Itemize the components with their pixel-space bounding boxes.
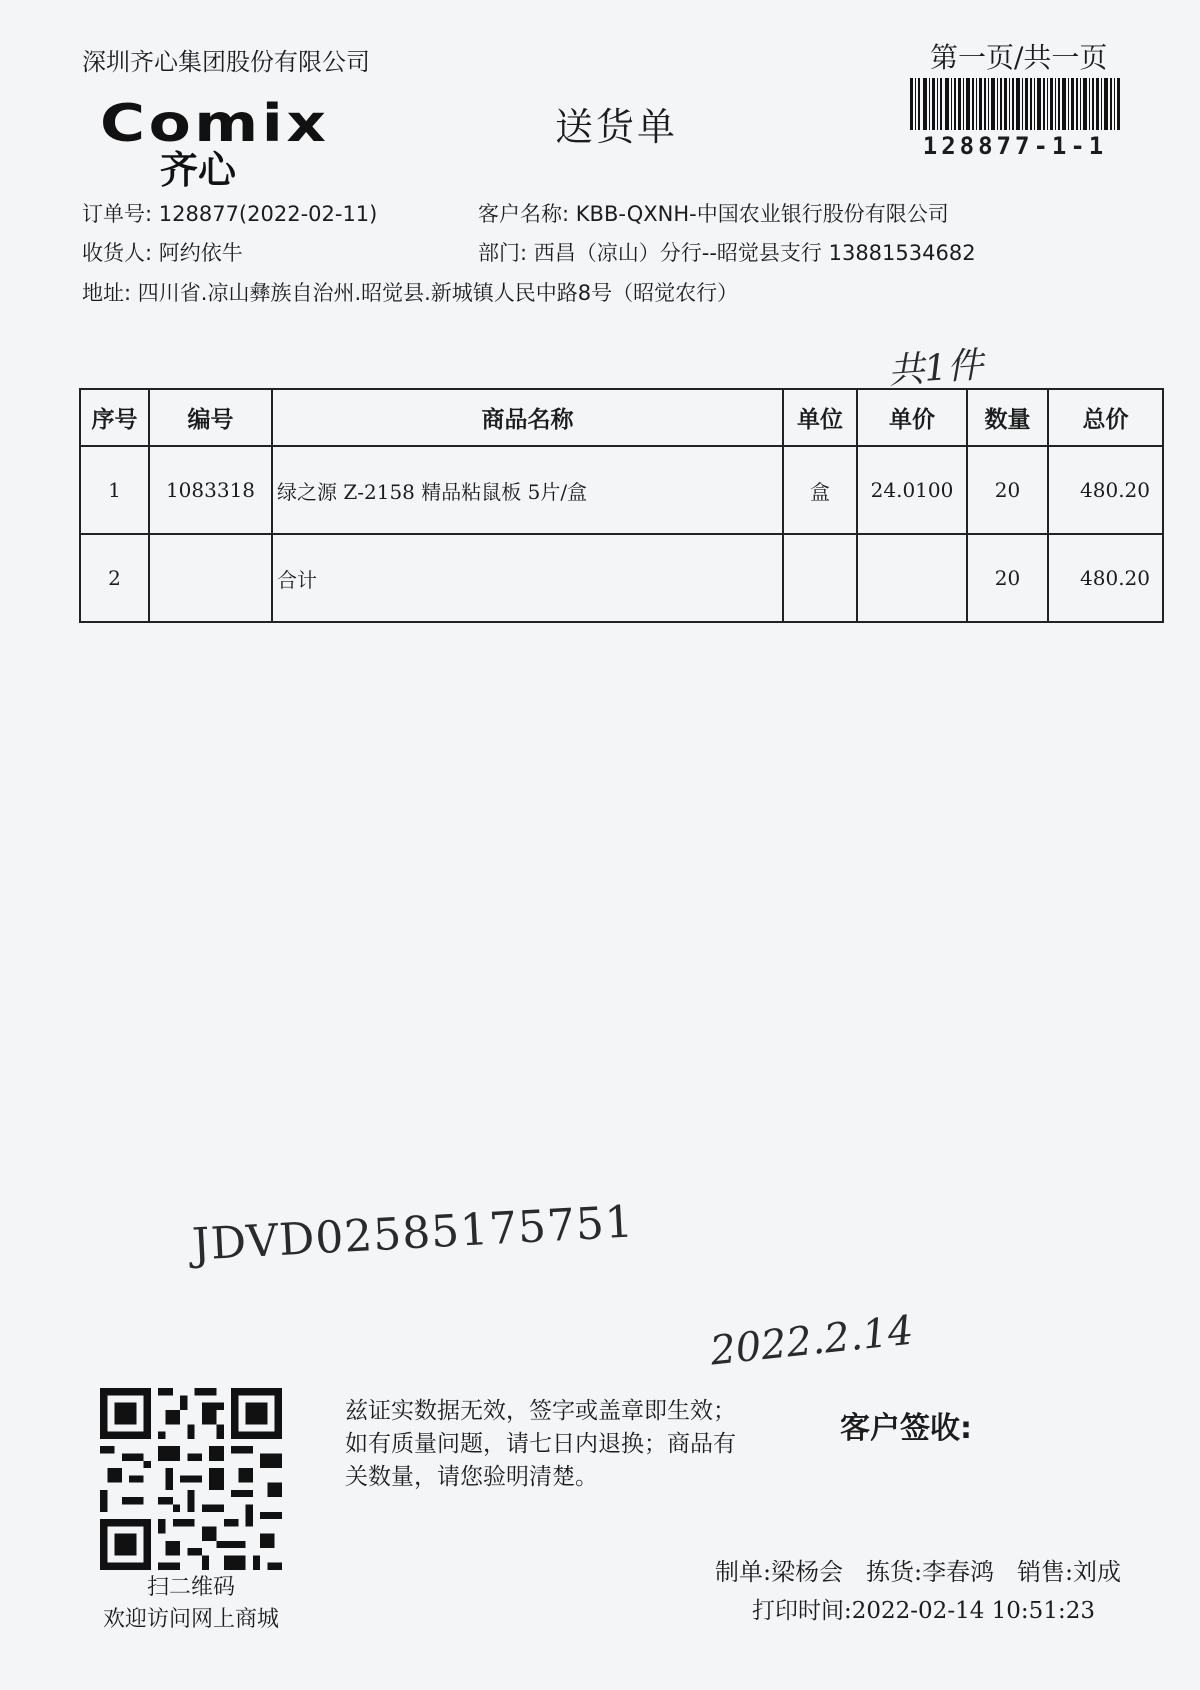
cell-total: 480.20: [1048, 534, 1163, 622]
sales: 销售:刘成: [1016, 1558, 1122, 1586]
cell-quantity: 20: [967, 446, 1048, 534]
cell-unit-price: 24.0100: [857, 446, 967, 534]
cell-code: 1083318: [149, 446, 272, 534]
notice-text: 兹证实数据无效，签字或盖章即生效；如有质量问题，请七日内退换；商品有关数量，请您验明清楚。: [345, 1398, 736, 1490]
header-unit-price: 单价: [857, 389, 967, 446]
table-row: [80, 446, 1163, 534]
cell-unit: [783, 534, 857, 622]
address-value: 四川省.凉山彝族自治州.昭觉县.新城镇人民中路8号（昭觉农行）: [137, 281, 739, 305]
qr-caption-line1: 扫二维码: [146, 1575, 235, 1600]
cell-code: [149, 534, 272, 622]
header-index: 序号: [80, 389, 149, 446]
page-number: 第一页/共一页: [930, 41, 1108, 74]
cell-unit: 盒: [783, 446, 857, 534]
cell-quantity: 20: [967, 534, 1048, 622]
barcode-icon: [910, 78, 1120, 130]
barcode-number: 128877-1-1: [922, 132, 1108, 160]
qr-caption-line2: 欢迎访问网上商城: [102, 1607, 279, 1632]
dept-value: 西昌（凉山）分行--昭觉县支行 13881534682: [533, 241, 976, 265]
cell-index: 1: [80, 446, 149, 534]
table-header-row: [80, 389, 1163, 446]
header-code: 编号: [149, 389, 272, 446]
cell-unit-price: [857, 534, 967, 622]
dept-label: 部门:: [478, 241, 528, 265]
items-table: [79, 388, 1164, 623]
handwritten-date: 2022.2.14: [708, 1307, 916, 1375]
header-quantity: 数量: [967, 389, 1048, 446]
cell-total: 480.20: [1048, 446, 1163, 534]
order-label: 订单号:: [82, 202, 153, 226]
address: [82, 277, 738, 307]
receiver: [82, 237, 243, 267]
customer-label: 客户名称:: [478, 202, 570, 226]
handwritten-tracking: JDVD02585175751: [190, 1196, 636, 1271]
document-title: 送货单: [555, 105, 679, 149]
header-total: 总价: [1048, 389, 1163, 446]
order-value: 128877(2022-02-11): [158, 202, 378, 226]
cell-index: 2: [80, 534, 149, 622]
staff-line: [715, 1552, 1121, 1587]
cell-product: 绿之源 Z-2158 精品粘鼠板 5片/盒: [272, 446, 783, 534]
print-time: 打印时间:2022-02-14 10:51:23: [752, 1598, 1095, 1624]
maker: 制单:梁杨会: [715, 1558, 844, 1586]
order-number: [82, 198, 377, 228]
receiver-label: 收货人:: [82, 241, 153, 265]
department: [478, 237, 976, 267]
picker: 拣货:李春鸿: [865, 1558, 995, 1586]
logo-word: Comix: [100, 94, 330, 154]
customer-name: [478, 198, 949, 228]
logo-chinese: 齐心: [160, 148, 237, 192]
cell-product: 合计: [272, 534, 783, 622]
table-row: [80, 534, 1163, 622]
header-unit: 单位: [783, 389, 857, 446]
customer-value: KBB-QXNH-中国农业银行股份有限公司: [575, 202, 949, 226]
qr-caption: [60, 1572, 322, 1636]
address-label: 地址:: [82, 281, 132, 305]
qr-code-icon: [100, 1388, 282, 1570]
comix-logo: [100, 94, 330, 198]
header-product: 商品名称: [272, 389, 783, 446]
customer-signature-label: 客户签收:: [840, 1411, 972, 1446]
company-name: 深圳齐心集团股份有限公司: [82, 48, 370, 76]
receiver-value: 阿约依牛: [158, 241, 243, 265]
handwritten-count: 共1件: [886, 344, 985, 393]
